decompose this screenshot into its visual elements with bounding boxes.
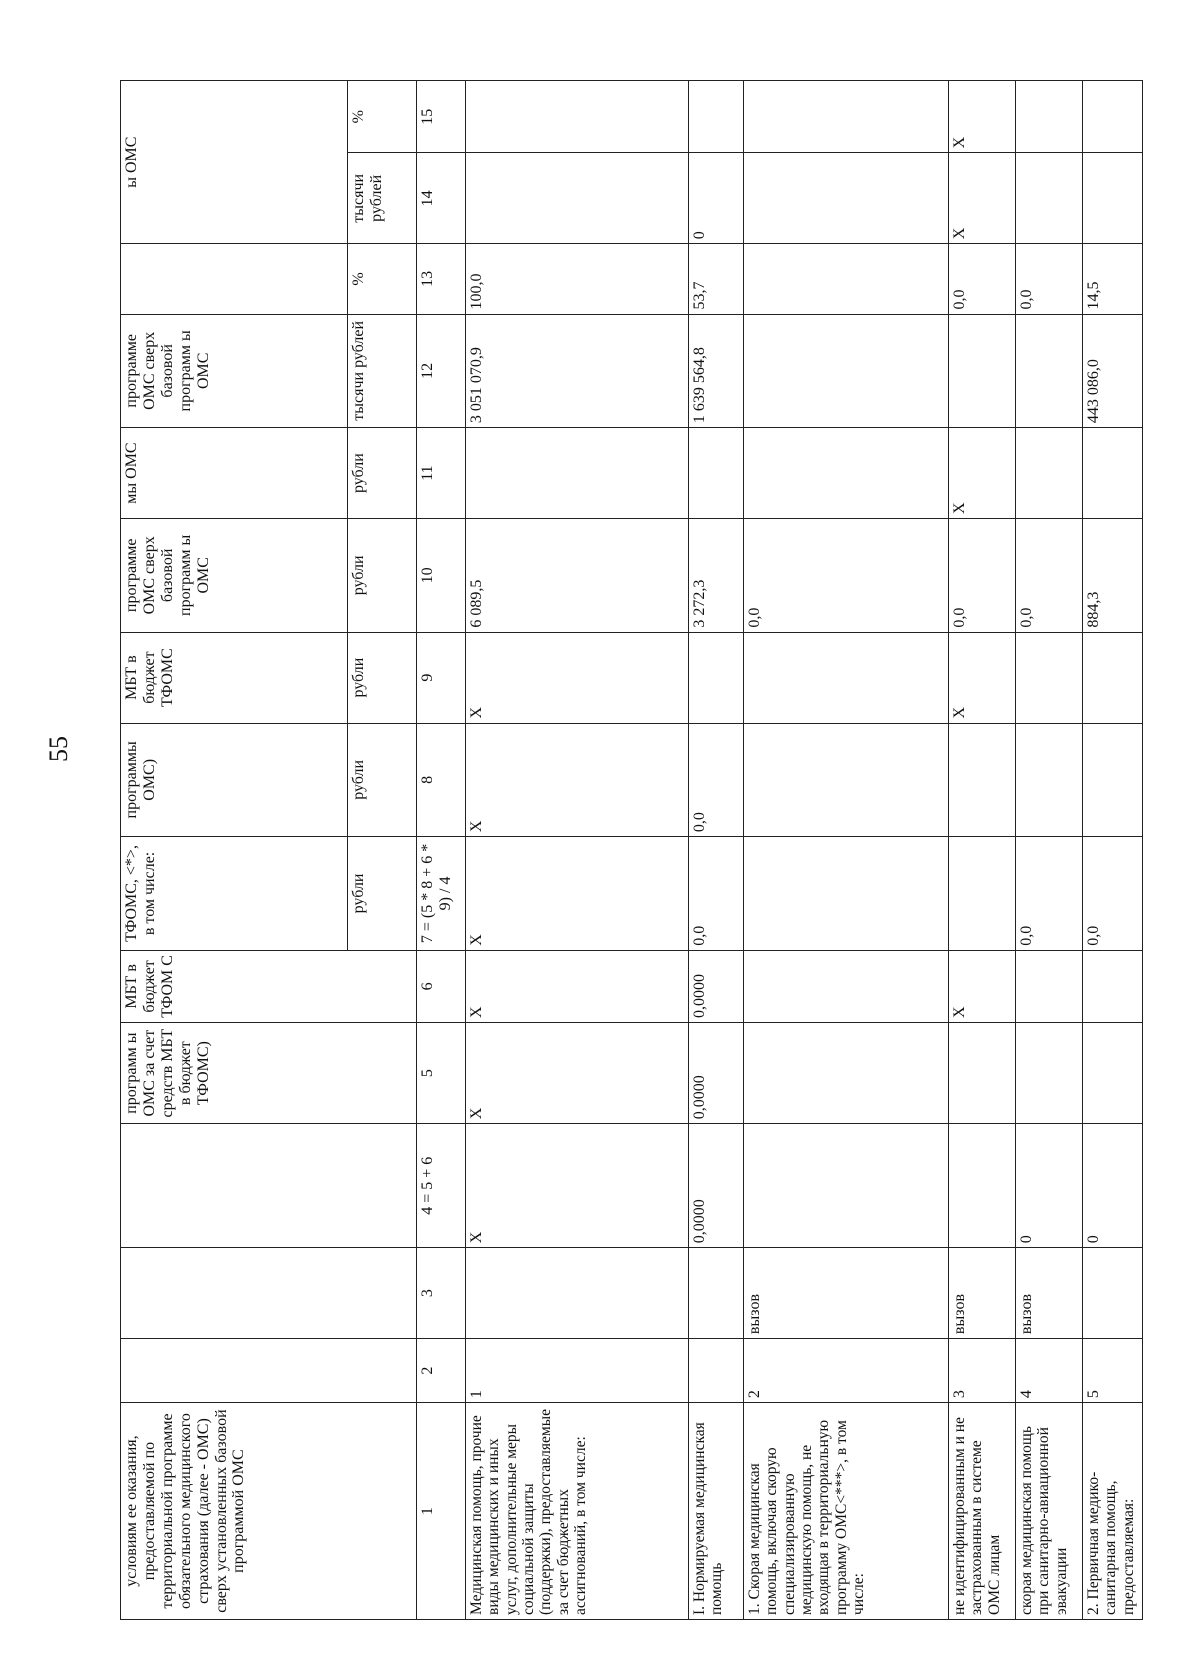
header-cell-1: условиям ее оказания, предоставляемой по территориальной программе обязательного медицинского страхования (далее - ОМС) сверх установленных базовой программой ОМС bbox=[121, 1403, 417, 1620]
cell bbox=[744, 723, 949, 837]
cell: 0 bbox=[1016, 1124, 1083, 1248]
header-cell-10: программе ОМС сверх базовой программ ы ОМС bbox=[121, 519, 348, 633]
header-cell-9: МБТ в бюджет ТФОМС bbox=[121, 632, 348, 723]
colnum-cell: 7 = (5 * 8 + 6 * 9) / 4 bbox=[417, 837, 466, 951]
colnum-cell: 15 bbox=[417, 81, 466, 153]
colnum-cell: 12 bbox=[417, 314, 466, 428]
cell bbox=[1083, 723, 1143, 837]
cell: 0,0000 bbox=[689, 1124, 744, 1248]
cell: 0,0 bbox=[689, 837, 744, 951]
unit-cell-11: рубли bbox=[348, 428, 417, 519]
cell: вызов bbox=[744, 1248, 949, 1339]
budget-table bbox=[120, 80, 1143, 1620]
row-label: Медицинская помощь, прочие виды медицинских и иных услуг, дополнительные меры социальной защиты (поддержки), предоставляемые за счет бюджетных ассигнований, в том числе: bbox=[466, 1403, 689, 1620]
cell: X bbox=[949, 950, 1016, 1022]
cell bbox=[1083, 1023, 1143, 1124]
header-cell-4 bbox=[121, 1124, 417, 1248]
cell: 0,0000 bbox=[689, 950, 744, 1022]
cell bbox=[949, 837, 1016, 951]
cell: 100,0 bbox=[466, 244, 689, 314]
cell: 0,0 bbox=[949, 519, 1016, 633]
unit-cell-10: рубли bbox=[348, 519, 417, 633]
row-label: 2. Первичная медико-санитарная помощь, предоставляемая: bbox=[1083, 1403, 1143, 1620]
row-label: не идентифицированным и не застрахованным в системе ОМС лицам bbox=[949, 1403, 1016, 1620]
cell: 14,5 bbox=[1083, 244, 1143, 314]
cell bbox=[689, 428, 744, 519]
cell bbox=[744, 632, 949, 723]
cell bbox=[1016, 1023, 1083, 1124]
table-row bbox=[744, 81, 949, 1620]
cell bbox=[744, 81, 949, 153]
cell bbox=[689, 1248, 744, 1339]
row-label: 1. Скорая медицинская помощь, включая скорую специализированную медицинскую помощь, не входящая в территориальную программу ОМС<***>, в том числе: bbox=[744, 1403, 949, 1620]
unit-cell-12: тысячи рублей bbox=[348, 314, 417, 428]
row-code bbox=[689, 1339, 744, 1403]
cell: X bbox=[466, 950, 689, 1022]
table-row bbox=[689, 81, 744, 1620]
row-code: 3 bbox=[949, 1339, 1016, 1403]
colnum-cell: 3 bbox=[417, 1248, 466, 1339]
header-cell-14: ы ОМС bbox=[121, 81, 348, 244]
cell: 1 639 564,8 bbox=[689, 314, 744, 428]
header-cell-8: программы ОМС) bbox=[121, 723, 348, 837]
cell bbox=[1016, 153, 1083, 244]
colnum-cell: 10 bbox=[417, 519, 466, 633]
table-row bbox=[1016, 81, 1083, 1620]
header-cell-6: МБТ в бюджет ТФОМ С bbox=[121, 950, 417, 1022]
table-row bbox=[1083, 81, 1143, 1620]
table-row bbox=[466, 81, 689, 1620]
unit-cell-8: рубли bbox=[348, 723, 417, 837]
rotated-table-container bbox=[120, 80, 1137, 1620]
row-code: 4 bbox=[1016, 1339, 1083, 1403]
cell bbox=[949, 1023, 1016, 1124]
cell bbox=[1016, 428, 1083, 519]
cell: X bbox=[466, 837, 689, 951]
cell: 0 bbox=[1083, 1124, 1143, 1248]
cell bbox=[1016, 632, 1083, 723]
cell bbox=[949, 314, 1016, 428]
header-cell-11: мы ОМС bbox=[121, 428, 348, 519]
colnum-cell: 1 bbox=[417, 1403, 466, 1620]
cell bbox=[1016, 314, 1083, 428]
cell: X bbox=[466, 723, 689, 837]
row-label: скорая медицинская помощь при санитарно-авиационной эвакуации bbox=[1016, 1403, 1083, 1620]
cell bbox=[1083, 632, 1143, 723]
cell: 3 272,3 bbox=[689, 519, 744, 633]
cell: X bbox=[949, 153, 1016, 244]
cell bbox=[466, 428, 689, 519]
cell bbox=[1016, 81, 1083, 153]
cell: 0,0 bbox=[689, 723, 744, 837]
colnum-cell: 11 bbox=[417, 428, 466, 519]
cell bbox=[744, 428, 949, 519]
cell: 3 051 070,9 bbox=[466, 314, 689, 428]
cell: 0,0 bbox=[1016, 837, 1083, 951]
cell bbox=[949, 723, 1016, 837]
header-row bbox=[121, 81, 348, 1620]
colnum-cell: 14 bbox=[417, 153, 466, 244]
cell: 0,0 bbox=[744, 519, 949, 633]
cell: X bbox=[466, 1124, 689, 1248]
row-code: 2 bbox=[744, 1339, 949, 1403]
cell bbox=[1083, 81, 1143, 153]
header-cell-13 bbox=[121, 244, 348, 314]
cell: вызов bbox=[949, 1248, 1016, 1339]
cell: 0,0 bbox=[1083, 837, 1143, 951]
cell: 6 089,5 bbox=[466, 519, 689, 633]
colnum-cell: 13 bbox=[417, 244, 466, 314]
column-number-row bbox=[417, 81, 466, 1620]
cell bbox=[744, 950, 949, 1022]
colnum-cell: 4 = 5 + 6 bbox=[417, 1124, 466, 1248]
colnum-cell: 9 bbox=[417, 632, 466, 723]
cell bbox=[1016, 950, 1083, 1022]
cell: 0,0 bbox=[1016, 519, 1083, 633]
cell bbox=[466, 153, 689, 244]
cell bbox=[1083, 950, 1143, 1022]
cell bbox=[466, 1248, 689, 1339]
cell bbox=[744, 1124, 949, 1248]
unit-cell-7: рубли bbox=[348, 837, 417, 951]
cell: 0,0 bbox=[949, 244, 1016, 314]
cell: X bbox=[949, 632, 1016, 723]
cell bbox=[1083, 1248, 1143, 1339]
cell bbox=[1016, 723, 1083, 837]
cell bbox=[744, 1023, 949, 1124]
cell: 0,0 bbox=[1016, 244, 1083, 314]
colnum-cell: 2 bbox=[417, 1339, 466, 1403]
header-cell-3 bbox=[121, 1248, 417, 1339]
cell bbox=[744, 244, 949, 314]
cell bbox=[1083, 428, 1143, 519]
cell: вызов bbox=[1016, 1248, 1083, 1339]
cell: 443 086,0 bbox=[1083, 314, 1143, 428]
colnum-cell: 8 bbox=[417, 723, 466, 837]
unit-cell-15: % bbox=[348, 81, 417, 153]
page-number: 55 bbox=[44, 736, 73, 762]
cell bbox=[1083, 153, 1143, 244]
row-code: 5 bbox=[1083, 1339, 1143, 1403]
row-code: 1 bbox=[466, 1339, 689, 1403]
cell: X bbox=[949, 81, 1016, 153]
cell: 884,3 bbox=[1083, 519, 1143, 633]
cell bbox=[689, 81, 744, 153]
cell: 0 bbox=[689, 153, 744, 244]
cell: 0,0000 bbox=[689, 1023, 744, 1124]
cell bbox=[689, 632, 744, 723]
colnum-cell: 5 bbox=[417, 1023, 466, 1124]
colnum-cell: 6 bbox=[417, 950, 466, 1022]
header-cell-2 bbox=[121, 1339, 417, 1403]
header-cell-5: программ ы ОМС за счет средств МБТ в бюджет ТФОМС) bbox=[121, 1023, 417, 1124]
table-row bbox=[949, 81, 1016, 1620]
header-cell-12: программе ОМС сверх базовой программ ы ОМС bbox=[121, 314, 348, 428]
unit-cell-14: тысячи рублей bbox=[348, 153, 417, 244]
cell: X bbox=[466, 632, 689, 723]
cell bbox=[744, 314, 949, 428]
cell bbox=[466, 81, 689, 153]
cell bbox=[744, 153, 949, 244]
row-label: I. Нормируемая медицинская помощь bbox=[689, 1403, 744, 1620]
unit-cell-13: % bbox=[348, 244, 417, 314]
header-cell-7: ТФОМС, <*>, в том числе: bbox=[121, 837, 348, 951]
cell: X bbox=[949, 428, 1016, 519]
cell bbox=[949, 1124, 1016, 1248]
cell: 53,7 bbox=[689, 244, 744, 314]
unit-cell-9: рубли bbox=[348, 632, 417, 723]
cell bbox=[744, 837, 949, 951]
cell: X bbox=[466, 1023, 689, 1124]
